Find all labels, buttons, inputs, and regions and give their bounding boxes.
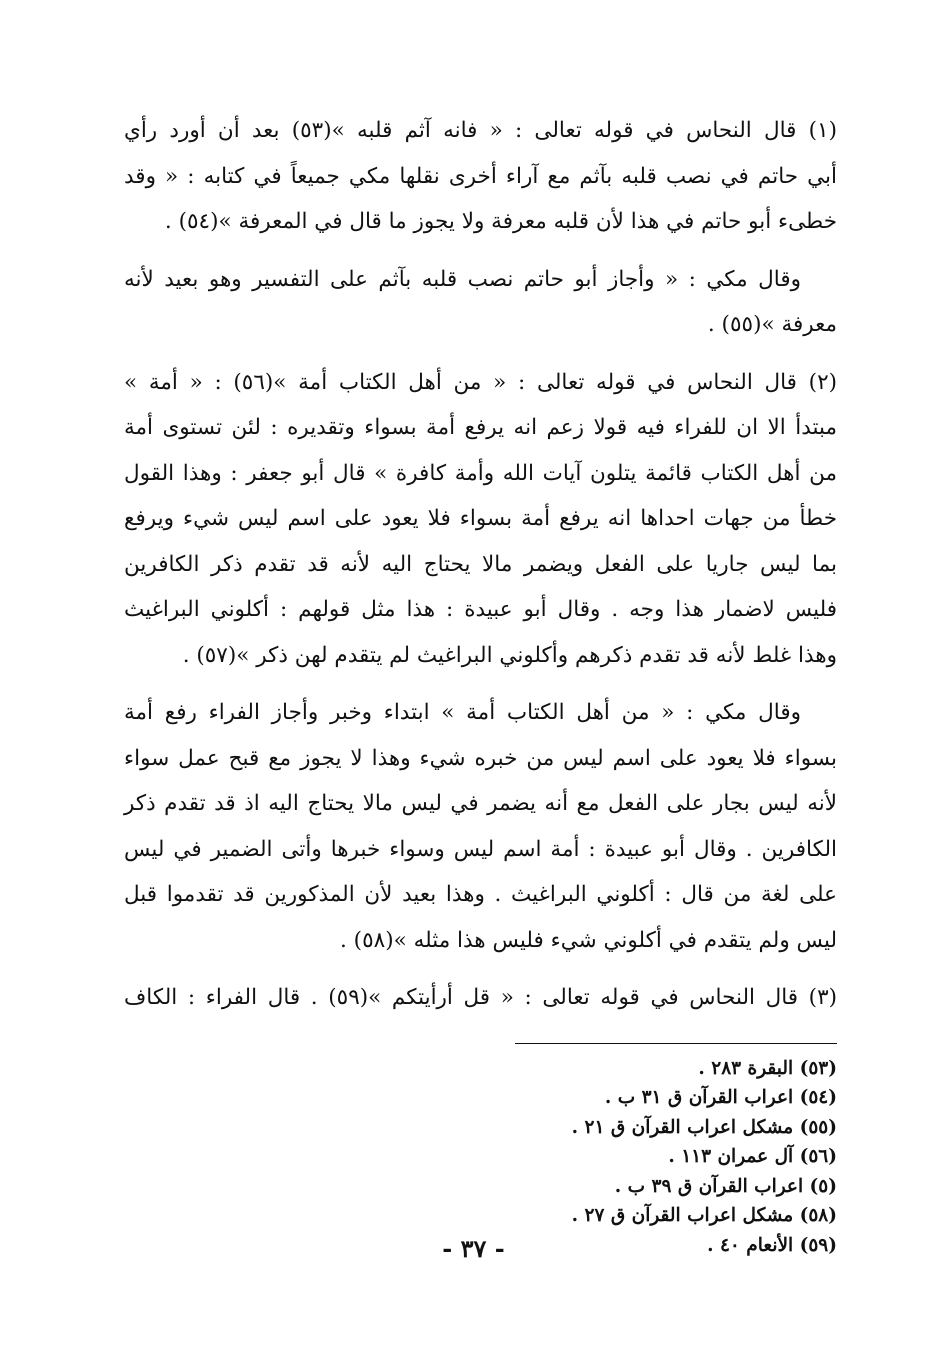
- text-line: أبي حاتم في نصب قلبه بآثم مع آراء أخرى نقلها مكي جميعاً في كتابه : « وقد: [124, 163, 837, 189]
- text-line: وقال مكي : « من أهل الكتاب أمة » ابتداء وخبر وأجاز الفراء رفع أمة: [124, 700, 801, 725]
- text-line: بسواء فلا يعود على اسم ليس من خبره شيء وهذا لا يجوز مع قبح عمل سواء: [124, 745, 837, 771]
- text-line: الكافرين . وقال أبو عبيدة : أمة اسم ليس وسواء خبرها وأتى الضمير في ليس: [124, 836, 837, 862]
- text-line: فليس لاضمار هذا وجه . وقال أبو عبيدة : هذا مثل قولهم : أكلوني البراغيث: [124, 597, 837, 622]
- text-line: مبتدأ الا ان للفراء فيه قولا زعم انه يرفع أمة بسواء وتقديره : لئن تستوى أمة: [124, 415, 837, 440]
- footnote-item: (٥) اعراب القرآن ق ٣٩ ب .: [614, 1175, 837, 1197]
- paragraph-4: [124, 690, 837, 963]
- text-line: (٣) قال النحاس في قوله تعالى : « قل أرأيتكم »(٥٩) . قال الفراء : الكاف: [124, 985, 838, 1010]
- text-line: خطىء أبو حاتم في هذا لأن قلبه معرفة ولا يجوز ما قال في المعرفة »(٥٤) .: [164, 209, 837, 234]
- text-line: بما ليس جاريا على الفعل ويضمر مالا يحتاج اليه لأنه قد تقدم ذكر الكافرين: [124, 551, 837, 577]
- text-line: معرفة »(٥٥) .: [707, 312, 837, 337]
- footnote-item: (٥٦) آل عمران ١١٣ .: [668, 1146, 837, 1167]
- page-number: - ٣٧ -: [442, 1234, 505, 1263]
- footnote-item: (٥٥) مشكل اعراب القرآن ق ٢١ .: [571, 1116, 837, 1138]
- text-line: لأنه ليس بجار على الفعل مع أنه يضمر في ليس مالا يحتاج اليه اذ قد تقدم ذكر: [124, 791, 837, 816]
- footnote-separator: [515, 1043, 837, 1044]
- paragraph-5: [124, 975, 837, 1021]
- footnote-item: (٥٩) الأنعام ٤٠ .: [707, 1234, 837, 1256]
- text-line: وهذا غلط لأنه قد تقدم ذكرهم وأكلوني البراغيث لم يتقدم لهن ذكر »(٥٧) .: [182, 642, 837, 668]
- footnote-item: (٥٨) مشكل اعراب القرآن ق ٢٧ .: [571, 1205, 837, 1226]
- text-line: خطأ من جهات احداها انه يرفع أمة بسواء فلا يعود على اسم ليس شيء ويرفع: [124, 506, 837, 531]
- paragraph-3: [124, 360, 837, 679]
- footnote-item: (٥٣) البقرة ٢٨٣ .: [698, 1057, 837, 1079]
- text-line: ليس ولم يتقدم في أكلوني شيء فليس هذا مثله »(٥٨) .: [340, 927, 837, 953]
- text-line: (١) قال النحاس في قوله تعالى : « فانه آثم قلبه »(٥٣) بعد أن أورد رأي: [124, 118, 837, 143]
- text-line: وقال مكي : « وأجاز أبو حاتم نصب قلبه بآثم على التفسير وهو بعيد لأنه: [124, 266, 801, 292]
- paragraph-2: [124, 257, 837, 348]
- paragraph-1: [124, 108, 837, 245]
- text-line: من أهل الكتاب قائمة يتلون آيات الله وأمة كافرة » قال أبو جعفر : وهذا القول: [124, 460, 837, 486]
- text-line: (٢) قال النحاس في قوله تعالى : « من أهل الكتاب أمة »(٥٦) : « أمة »: [124, 369, 838, 395]
- text-line: على لغة من قال : أكلوني البراغيث . وهذا بعيد لأن المذكورين قد تقدموا قبل: [124, 882, 837, 907]
- footnote-item: (٥٤) اعراب القرآن ق ٣١ ب .: [604, 1087, 837, 1108]
- footnotes: [124, 1054, 837, 1261]
